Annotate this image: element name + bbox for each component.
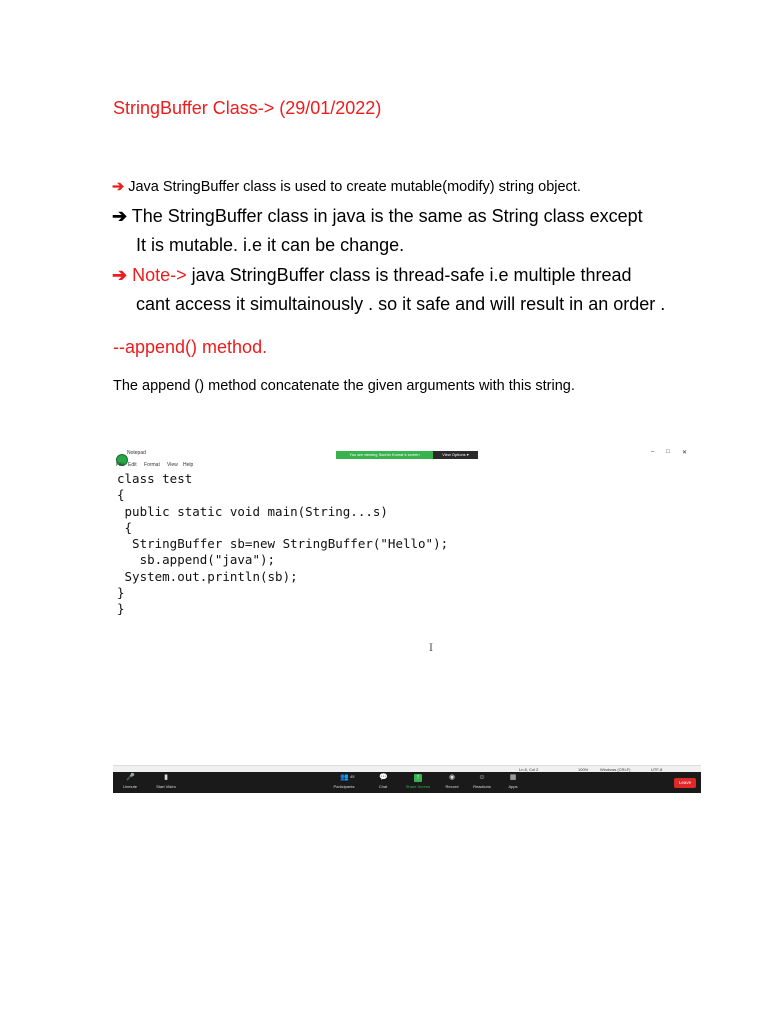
notepad-screenshot [113, 447, 701, 793]
menu-format[interactable]: Format [144, 462, 160, 468]
editor-area[interactable] [113, 469, 693, 767]
apps-label: Apps [508, 784, 518, 789]
share-screen-button[interactable] [401, 774, 435, 789]
video-off-icon: ▮ [164, 774, 168, 781]
chat-icon: 💬 [379, 774, 388, 781]
mic-muted-icon: 🎤 [126, 774, 135, 781]
arrow-icon: ➔ [112, 206, 128, 226]
participants-button[interactable] [328, 774, 360, 789]
participants-label: Participants [333, 784, 355, 789]
participants-icon: 👥 [340, 774, 349, 781]
reactions-label: Reactions [473, 784, 491, 789]
record-icon: ◉ [448, 774, 456, 781]
share-screen-icon: ↑ [414, 774, 422, 782]
record-label: Record [445, 784, 459, 789]
menu-bar [113, 461, 701, 469]
menu-view[interactable]: View [167, 462, 178, 468]
code-text[interactable]: class test { public static void main(String...s) { StringBuffer sb=new StringBuffer("Hello"); sb.append("java"); System.out.println(sb); } } [117, 471, 449, 617]
title-bar [113, 447, 701, 461]
bullet-3-text: java StringBuffer class is thread-safe i.e multiple thread [186, 265, 632, 285]
note-label: Note-> [132, 265, 187, 285]
meeting-toolbar [113, 772, 701, 793]
bullet-2 [112, 206, 643, 227]
record-button[interactable] [441, 774, 463, 789]
chat-button[interactable] [373, 774, 393, 789]
arrow-icon: ➔ [112, 265, 128, 285]
share-screen-label: Share Screen [405, 784, 431, 789]
bullet-2-continuation: It is mutable. i.e it can be change. [136, 235, 405, 255]
arrow-icon: ➔ [112, 179, 125, 195]
maximize-icon[interactable]: □ [666, 449, 670, 455]
view-options-button[interactable]: View Options ▾ [433, 451, 478, 459]
section-heading-append: --append() method. [113, 337, 268, 357]
unmute-button[interactable] [118, 774, 142, 789]
reactions-icon: ☺ [478, 774, 486, 781]
menu-edit[interactable]: Edit [128, 462, 137, 468]
bullet-3 [112, 265, 632, 286]
status-position: Ln 8, Col 2 [519, 767, 539, 772]
bullet-2-text: The StringBuffer class in java is the same as String class except [131, 206, 643, 226]
bullet-1-text: Java StringBuffer class is used to create mutable(modify) string object. [128, 179, 581, 195]
menu-file[interactable]: File [116, 462, 125, 468]
unmute-label: Unmute [122, 784, 137, 789]
participant-count: 45 [350, 774, 355, 779]
bullet-1 [112, 179, 581, 195]
apps-button[interactable] [503, 774, 523, 789]
apps-icon: ▦ [509, 774, 517, 781]
window-title: Notepad [127, 450, 146, 456]
status-zoom: 100% [578, 767, 589, 772]
banner-text: You are viewing Sachin Kumar's screen [336, 451, 433, 459]
chat-label: Chat [378, 784, 388, 789]
status-encoding: UTF-8 [651, 767, 663, 772]
start-video-button[interactable] [151, 774, 181, 789]
text-cursor-icon: I [429, 643, 433, 654]
close-icon[interactable]: ✕ [682, 450, 688, 456]
page-title: StringBuffer Class-> (29/01/2022) [113, 98, 382, 118]
bullet-3-continuation: cant access it simultainously . so it safe and will result in an order . [136, 294, 666, 314]
leave-button[interactable]: Leave [674, 778, 696, 788]
status-line-ending: Windows (CRLF) [600, 767, 631, 772]
reactions-button[interactable] [469, 774, 495, 789]
screen-share-banner [336, 451, 478, 459]
menu-help[interactable]: Help [183, 462, 194, 468]
minimize-icon[interactable]: – [651, 449, 655, 455]
append-description: The append () method concatenate the given arguments with this string. [113, 378, 575, 394]
start-video-label: Start Video [156, 784, 176, 789]
